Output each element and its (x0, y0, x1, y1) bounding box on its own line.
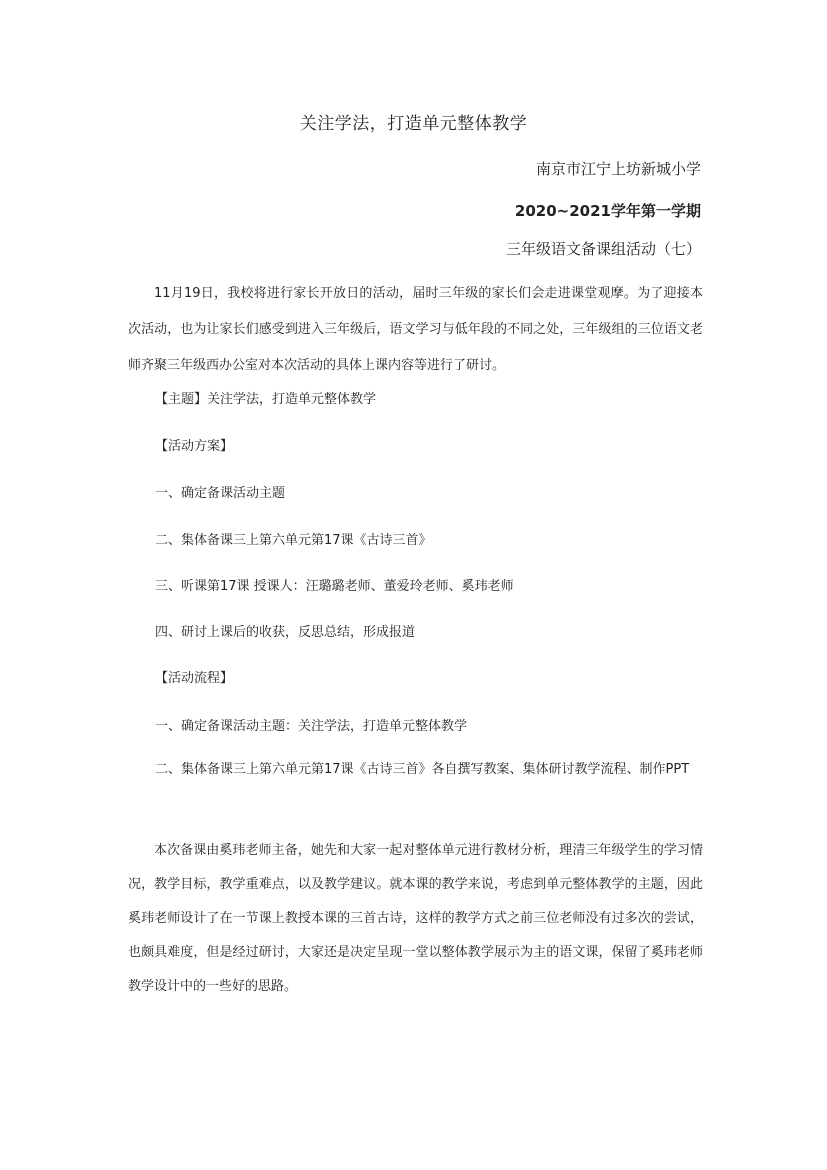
topic-line: 【主题】关注学法，打造单元整体教学 (155, 392, 377, 407)
school-term: 2020~2021学年第一学期 (514, 202, 701, 220)
plan-item: 二、集体备课三上第六单元第17课《古诗三首》 (155, 533, 432, 548)
closing-paragraph: 本次备课由奚玮老师主备，她先和大家一起对整体单元进行教材分析，理清三年级学生的学习情况，教学目标，教学重难点，以及教学建议。就本课的教学来说，考虑到单元整体教学的主题，因此奚玮老师设计了在一节课上教授本课的三首古诗，这样的教学方式之前三位老师没有过多次的尝试，也颇具难度，但是经过研讨，大家还是决定呈现一堂以整体教学展示为主的语文课，保留了奚玮老师教学设计中的一些好的思路。 (128, 843, 703, 994)
flow-item: 一、确定备课活动主题：关注学法，打造单元整体教学 (155, 719, 468, 734)
plan-item: 一、确定备课活动主题 (155, 486, 286, 501)
plan-item: 四、研讨上课后的收获，反思总结，形成报道 (155, 625, 416, 640)
intro-paragraph: 11月19日，我校将进行家长开放日的活动，届时三年级的家长们会走进课堂观摩。为了迎接本次活动，也为让家长们感受到进入三年级后，语文学习与低年段的不同之处，三年级组的三位语文老师齐聚三年级西办公室对本次活动的具体上课内容等进行了研讨。 (128, 286, 703, 373)
plan-heading: 【活动方案】 (155, 439, 234, 454)
plan-item: 三、听课第17课 授课人：汪璐璐老师、董爱玲老师、奚玮老师 (155, 579, 514, 594)
school-name: 南京市江宁上坊新城小学 (535, 160, 701, 178)
activity-name: 三年级语文备课组活动（七） (505, 240, 701, 258)
flow-heading: 【活动流程】 (155, 671, 234, 686)
document-title: 关注学法，打造单元整体教学 (299, 114, 528, 134)
flow-item: 二、集体备课三上第六单元第17课《古诗三首》各自撰写教案、集体研讨教学流程、制作PPT (155, 762, 690, 777)
